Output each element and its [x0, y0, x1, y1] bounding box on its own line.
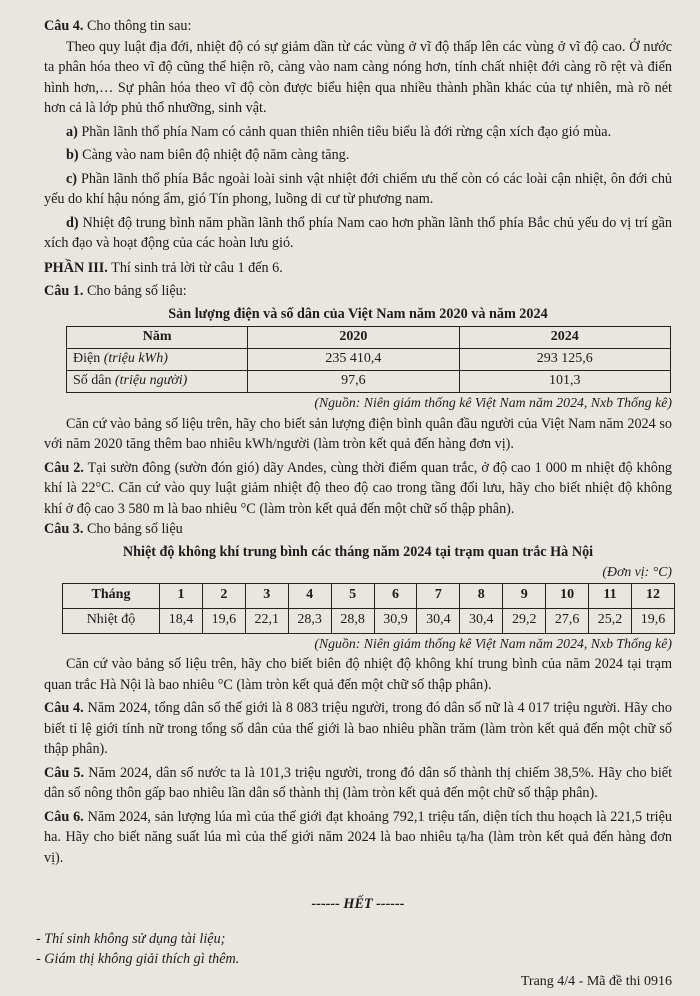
temperature-label: Nhiệt độ [63, 608, 160, 633]
table-row [67, 349, 671, 371]
statement-d: d) Nhiệt độ trung bình năm phần lãnh thổ phía Nam cao hơn phần lãnh thổ phía Bắc chủ yếu do vị trí gần xích đạo và hoạt động của các hoàn lưu gió. [44, 214, 672, 251]
q3-source: (Nguồn: Niên giám thống kê Việt Nam năm 2024, Nxb Thống kê) [314, 635, 672, 651]
table-header-row [67, 327, 671, 349]
temperature-cell: 27,6 [546, 608, 589, 633]
month-cell: 9 [503, 583, 546, 608]
month-cell: 10 [546, 583, 589, 608]
table-cell: 101,3 [459, 371, 670, 393]
q5: Câu 5. Năm 2024, dân số nước ta là 101,3 triệu người, trong đó dân số thành thị chiếm 38,5%. Hãy cho biết dân số nông thôn gấp bao nhiêu lần dân số thành thị (làm tròn kết quả đến một chữ số thập phân). [44, 764, 673, 801]
note-2: - Giám thị không giải thích gì thêm. [36, 951, 240, 967]
table-cell: 97,6 [248, 371, 459, 393]
temperature-cell: 29,2 [503, 608, 546, 633]
temperature-cell: 30,4 [417, 608, 460, 633]
q4-passage: Theo quy luật địa đới, nhiệt độ có sự giảm dần từ các vùng ở vĩ độ thấp lên các vùng ở vĩ độ cao. Ở nước ta phân hóa theo vĩ độ cũng thể hiện rõ, càng vào nam càng nóng hơn, tính chất nhiệt đới càng rõ rệt và điển hình hơn,… Sự phân hóa theo vĩ độ còn được biểu hiện qua nhiều thành phần khác của tự nhiên, mà rõ nét hơn cả là lớp phủ thổ nhưỡng, sinh vật. [44, 38, 672, 116]
temperature-cell: 28,8 [331, 608, 374, 633]
table-cell: 235 410,4 [248, 349, 459, 371]
temperature-cell: 28,3 [288, 608, 331, 633]
month-cell: 2 [202, 583, 245, 608]
month-cell: 7 [417, 583, 460, 608]
header-2020: 2020 [248, 327, 459, 349]
q3-question: Căn cứ vào bảng số liệu trên, hãy cho biết biên độ nhiệt độ không khí trung bình của năm 2024 tại trạm quan trắc Hà Nội là bao nhiêu °C (làm tròn kết quả đến một chữ số thập phân). [44, 656, 672, 693]
temperature-cell: 18,4 [160, 608, 203, 633]
header-year: Năm [67, 327, 248, 349]
month-cell: 5 [331, 583, 374, 608]
hanoi-temperature-table [62, 583, 675, 634]
q2: Câu 2. Tại sườn đông (sườn đón gió) dãy Andes, cùng thời điểm quan trắc, ở độ cao 1 000 m nhiệt độ không khí là 22°C. Căn cứ vào quy luật giảm nhiệt độ theo độ cao trong tầng đối lưu, hãy cho biết nhiệt độ không khí ở độ cao 3 580 m là bao nhiêu °C (làm tròn kết quả đến một chữ số thập phân). [44, 459, 673, 517]
statement-b: b) Càng vào nam biên độ nhiệt độ năm càng tăng. [66, 147, 350, 163]
table-cell: 293 125,6 [459, 349, 670, 371]
temperature-cell: 30,4 [460, 608, 503, 633]
question-label: Câu 4. [44, 18, 84, 34]
month-cell: 11 [589, 583, 632, 608]
row-label: Số dân (triệu người) [67, 371, 248, 393]
month-cell: 1 [160, 583, 203, 608]
q4: Câu 4. Năm 2024, tổng dân số thế giới là 8 083 triệu người, trong đó dân số nữ là 4 017 triệu người. Hãy cho biết tỉ lệ giới tính nữ trong tổng số dân của thế giới là bao nhiêu phần trăm (làm tròn kết quả đến một chữ số thập phân). [44, 700, 672, 757]
month-cell: 4 [288, 583, 331, 608]
table-row [67, 371, 671, 393]
temperature-cell: 19,6 [202, 608, 245, 633]
month-cell: 3 [245, 583, 288, 608]
note-1: - Thí sinh không sử dụng tài liệu; [36, 930, 226, 947]
q1-heading: Câu 1. Cho bảng số liệu: [44, 283, 187, 299]
temperature-row [63, 608, 675, 633]
q3-table-title: Nhiệt độ không khí trung bình các tháng năm 2024 tại trạm quan trắc Hà Nội [122, 543, 594, 560]
temperature-cell: 25,2 [589, 608, 632, 633]
q3-unit: (Đơn vị: °C) [602, 564, 672, 579]
end-mark: ------ HẾT ------ [311, 896, 405, 912]
temperature-cell: 30,9 [374, 608, 417, 633]
month-label: Tháng [63, 583, 160, 608]
month-cell: 8 [460, 583, 503, 608]
part3-heading: PHẦN III. Thí sinh trả lời từ câu 1 đến 6. [44, 259, 283, 276]
temperature-cell: 22,1 [245, 608, 288, 633]
question-intro: Cho thông tin sau: [86, 18, 192, 34]
q1-source: (Nguồn: Niên giám thống kê Việt Nam năm 2024, Nxb Thống kê) [314, 395, 672, 410]
header-2024: 2024 [459, 327, 670, 349]
q1-question: Căn cứ vào bảng số liệu trên, hãy cho biết sản lượng điện bình quân đầu người của Việt Nam năm 2024 so với năm 2020 tăng thêm bao nhiêu kWh/người (làm tròn kết quả đến hàng đơn vị). [44, 415, 672, 452]
month-cell: 12 [631, 583, 674, 608]
temperature-cell: 19,6 [631, 608, 674, 633]
q1-table-title: Sản lượng điện và số dân của Việt Nam năm 2020 và năm 2024 [168, 305, 548, 322]
q3-heading: Câu 3. Cho bảng số liệu [44, 521, 183, 537]
statement-c: c) Phần lãnh thổ phía Bắc ngoài loài sinh vật nhiệt đới chiếm ưu thế còn có các loài cận nhiệt, ôn đới chủ yếu do khí hậu nóng ẩm, gió Tín phong, luồng di cư từ phương nam. [44, 170, 673, 207]
row-label: Điện (triệu kWh) [67, 349, 248, 371]
statement-a: a) Phần lãnh thổ phía Nam có cảnh quan thiên nhiên tiêu biểu là đới rừng cận xích đạo gió mùa. [66, 123, 612, 140]
electricity-population-table [66, 326, 671, 393]
q4-part2-heading [44, 16, 672, 37]
page-footer: Trang 4/4 - Mã đề thi 0916 [520, 974, 672, 989]
month-row [63, 583, 675, 608]
q6: Câu 6. Năm 2024, sản lượng lúa mì của thế giới đạt khoảng 792,1 triệu tấn, diện tích thu hoạch là 221,5 triệu ha. Hãy cho biết năng suất lúa mì của thế giới năm 2024 là bao nhiêu tạ/ha (làm tròn kết quả đến hàng đơn vị). [44, 808, 673, 866]
month-cell: 6 [374, 583, 417, 608]
